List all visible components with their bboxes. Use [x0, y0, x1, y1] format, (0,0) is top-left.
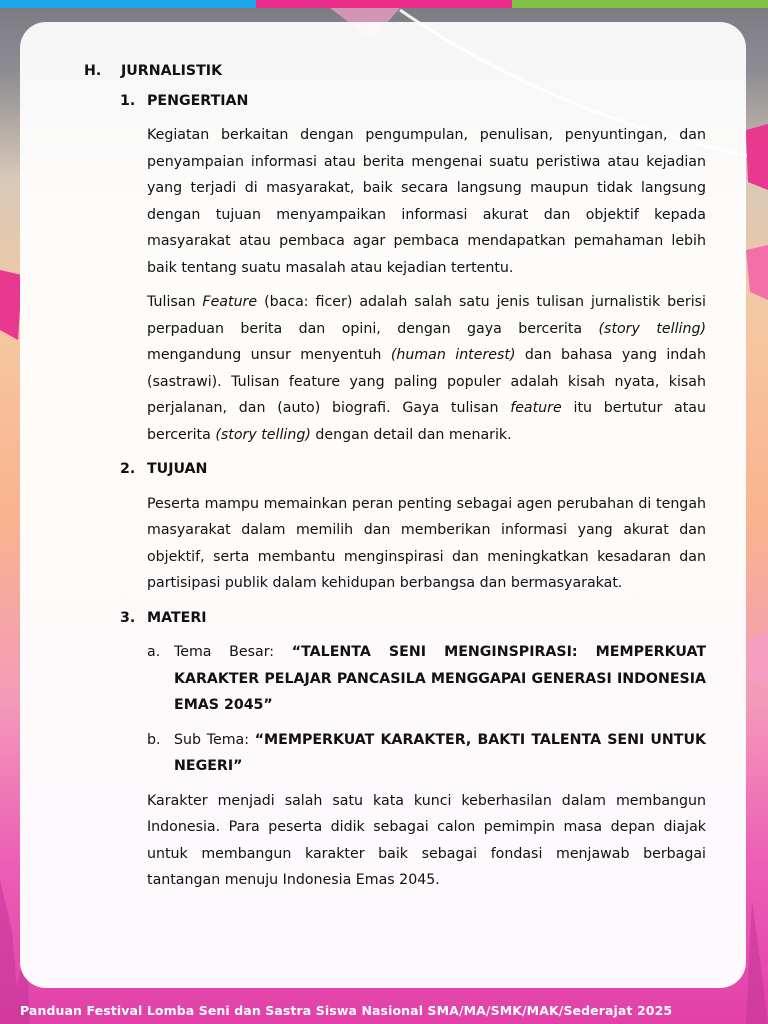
subsection-number: 2.	[120, 461, 136, 477]
text-run: itu bertutur atau bercerita	[147, 400, 706, 443]
text-run: dan bahasa yang indah (sastrawi). Tulisan feature yang paling populer adalah kisah nyata, kisah perjalanan, dan (auto) biografi. Gaya tulisan	[147, 347, 706, 416]
section-heading	[84, 58, 706, 85]
subsection-title: TUJUAN	[147, 461, 208, 477]
italic-term: feature	[510, 400, 562, 416]
italic-term: (story telling)	[598, 320, 706, 337]
list-value: “MEMPERKUAT KARAKTER, BAKTI TALENTA SENI UNTUK NEGERI”	[174, 731, 706, 774]
list-label: Sub Tema:	[174, 731, 255, 748]
subsection-pengertian-heading	[120, 88, 706, 115]
materi-paragraph: Karakter menjadi salah satu kata kunci keberhasilan dalam membangun Indonesia. Para peserta didik sebagai calon pemimpin masa depan diajak untuk membangun karakter baik sebagai fondasi menjawab berbagai tantangan menuju Indonesia Emas 2045.	[147, 792, 706, 888]
subsection-title: PENGERTIAN	[147, 92, 249, 109]
section-number: H.	[84, 63, 102, 79]
text-run: mengandung unsur menyentuh	[147, 347, 391, 363]
list-body	[174, 727, 706, 780]
list-letter: a.	[147, 644, 161, 660]
list-label: Tema Besar:	[174, 644, 292, 660]
pengertian-paragraph-1: Kegiatan berkaitan dengan pengumpulan, penulisan, penyuntingan, dan penyampaian informasi atau berita mengenai suatu peristiwa atau kejadian yang terjadi di masyarakat, baik secara langsung maupun tidak langsung dengan tujuan menyampaikan informasi akurat dan objektif kepada masyarakat atau pembaca agar pembaca mendapatkan pemahaman lebih baik tentang suatu masalah atau kejadian tertentu.	[147, 127, 706, 276]
document-content	[84, 58, 706, 902]
materi-item-sub-tema	[147, 727, 706, 780]
text-run: Tulisan	[147, 294, 203, 310]
text-run: (baca: ficer) adalah salah satu jenis tulisan jurnalistik berisi perpaduan berita dan opini, dengan gaya bercerita	[147, 294, 706, 337]
text-run: dengan detail dan menarik.	[310, 426, 512, 443]
pengertian-paragraph-2	[147, 289, 706, 448]
subsection-number: 1.	[120, 92, 136, 109]
subsection-number: 3.	[120, 609, 136, 626]
italic-term: Feature	[202, 294, 258, 310]
materi-item-tema-besar	[147, 639, 706, 719]
page-footer: Panduan Festival Lomba Seni dan Sastra Siswa Nasional SMA/MA/SMK/MAK/Sederajat 2025	[20, 1003, 673, 1018]
list-body	[174, 639, 706, 719]
italic-term: (human interest)	[390, 347, 516, 363]
list-letter: b.	[147, 731, 161, 748]
tujuan-paragraph: Peserta mampu memainkan peran penting sebagai agen perubahan di tengah masyarakat dalam memilih dan memberikan informasi yang akurat dan objektif, serta membantu menginspirasi dan meningkatkan kesadaran dan partisipasi publik dalam kehidupan berbangsa dan bermasyarakat.	[147, 495, 706, 591]
subsection-materi-heading	[120, 605, 706, 632]
subsection-tujuan-heading	[120, 456, 706, 483]
section-title: JURNALISTIK	[121, 63, 223, 79]
italic-term: (story telling)	[215, 426, 311, 443]
list-value: “TALENTA SENI MENGINSPIRASI: MEMPERKUAT KARAKTER PELAJAR PANCASILA MENGGAPAI GENERASI INDONESIA EMAS 2045”	[174, 644, 706, 713]
subsection-title: MATERI	[147, 609, 207, 626]
